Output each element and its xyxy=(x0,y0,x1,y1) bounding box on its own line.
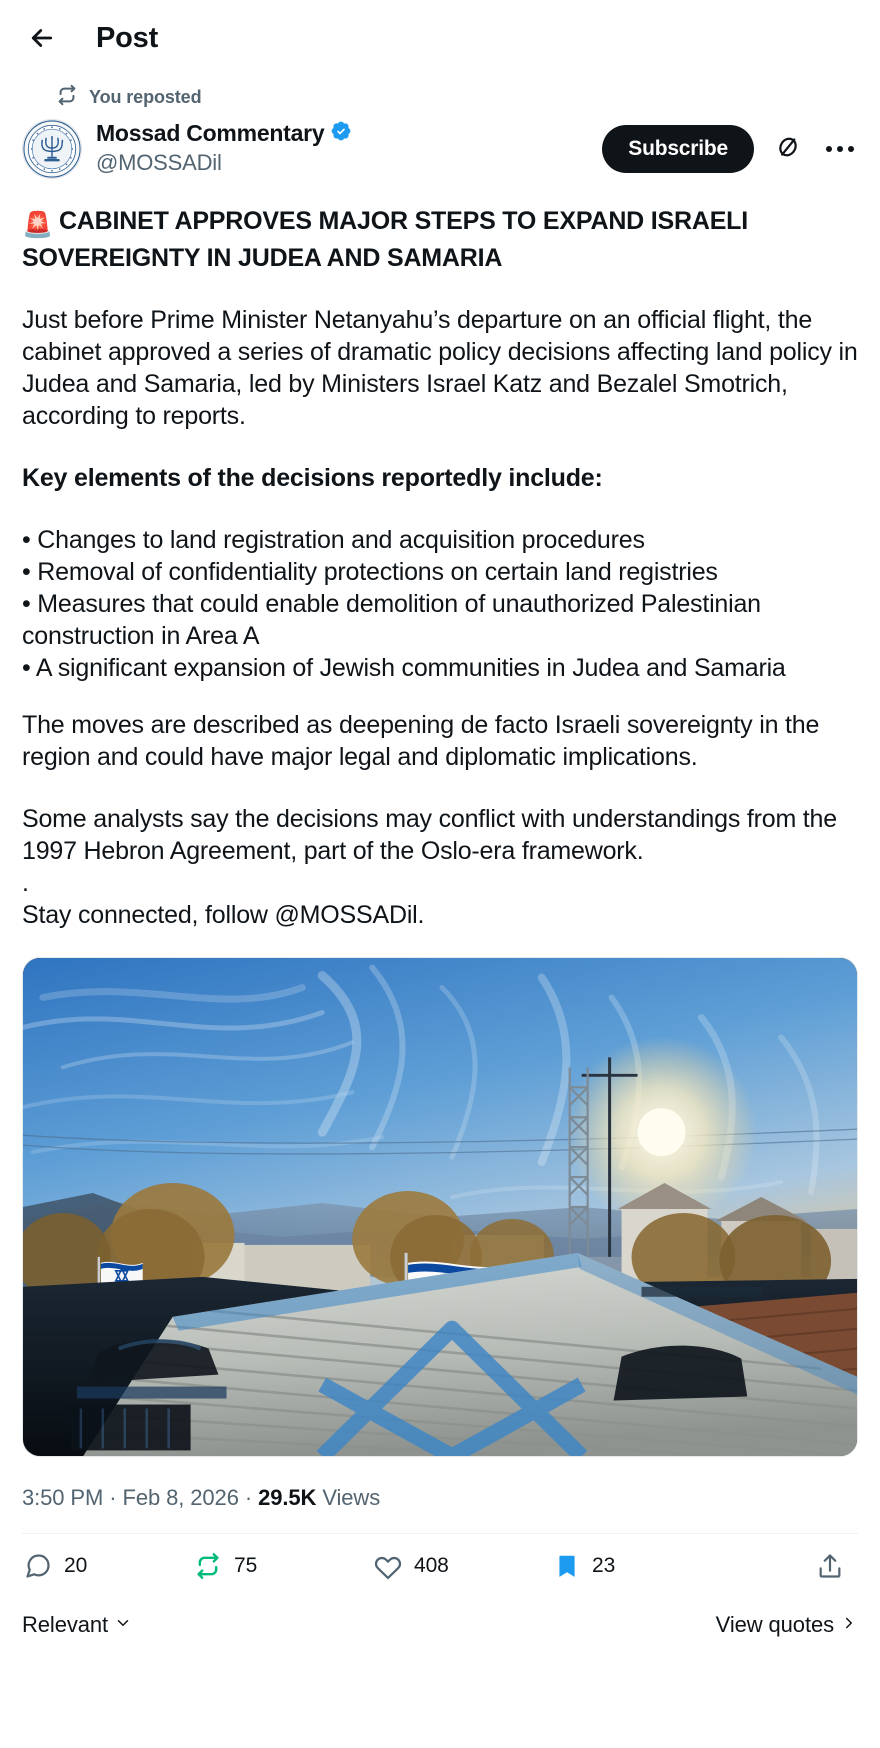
like-count: 408 xyxy=(414,1554,449,1577)
like-button[interactable] xyxy=(374,1552,554,1580)
headline-text: CABINET APPROVES MAJOR STEPS TO EXPAND ISRAELI SOVEREIGNTY IN JUDEA AND SAMARIA xyxy=(22,207,748,272)
bookmark-count: 23 xyxy=(592,1554,616,1577)
views-count: 29.5K xyxy=(258,1485,317,1510)
share-icon xyxy=(816,1552,844,1580)
repost-context xyxy=(0,76,880,117)
tweet-lone-dot: . xyxy=(22,869,29,897)
bookmark-filled-icon xyxy=(554,1553,580,1579)
siren-emoji-icon: 🚨 xyxy=(22,211,53,239)
top-app-bar xyxy=(0,0,880,76)
more-options-button[interactable] xyxy=(822,131,858,167)
view-quotes-label: View quotes xyxy=(715,1612,834,1637)
tweet-text xyxy=(0,179,880,931)
more-options-icon xyxy=(826,146,854,152)
tweet-paragraph-2: The moves are described as deepening de facto Israeli sovereignty in the region and could have major legal and diplomatic implications. xyxy=(22,711,820,771)
tweet-action-bar xyxy=(0,1534,880,1596)
repost-label: You reposted xyxy=(89,87,202,107)
reply-count: 20 xyxy=(64,1554,88,1577)
tweet-paragraph-1: Just before Prime Minister Netanyahu’s departure on an official flight, the cabinet approved a series of dramatic policy decisions affecting land policy in Judea and Samaria, led by Ministers Israel Katz and Bezalel Smotrich, according to reports. xyxy=(22,306,858,430)
repost-button[interactable] xyxy=(194,1552,374,1580)
author-row xyxy=(0,117,880,179)
author-handle[interactable]: @MOSSADil xyxy=(96,149,222,175)
author-name-line[interactable] xyxy=(96,120,588,148)
bullet-item: • Measures that could enable demolition of unauthorized Palestinian construction in Area A xyxy=(22,590,761,650)
heart-icon xyxy=(374,1552,402,1580)
meta-separator: · xyxy=(244,1485,253,1510)
tweet-date: Feb 8, 2026 xyxy=(122,1485,239,1510)
bookmark-button[interactable] xyxy=(554,1553,754,1579)
author-display-name: Mossad Commentary xyxy=(96,120,325,147)
sort-selector[interactable] xyxy=(22,1612,132,1638)
tweet-closing-line: Stay connected, follow @MOSSADil. xyxy=(22,901,425,929)
repost-count: 75 xyxy=(234,1554,258,1577)
tweet-media-image[interactable] xyxy=(22,957,858,1457)
meta-separator: · xyxy=(109,1485,117,1510)
bullet-item: • Changes to land registration and acquisition procedures xyxy=(22,526,645,554)
tweet-time: 3:50 PM xyxy=(22,1485,104,1510)
page-title: Post xyxy=(96,21,159,54)
tweet-key-elements-block xyxy=(22,462,858,494)
subscribe-button[interactable]: Subscribe xyxy=(602,125,754,173)
sort-label: Relevant xyxy=(22,1612,109,1637)
media-illustration xyxy=(23,958,857,1456)
bullet-item: • A significant expansion of Jewish communities in Judea and Samaria xyxy=(22,654,786,682)
views-label: Views xyxy=(322,1485,381,1510)
repost-icon xyxy=(56,84,78,111)
avatar[interactable] xyxy=(22,119,82,179)
grok-actions-icon xyxy=(774,133,802,166)
verified-badge-icon xyxy=(330,120,352,148)
chevron-down-icon xyxy=(114,1612,132,1638)
author-meta xyxy=(96,119,588,177)
reply-icon xyxy=(24,1552,52,1580)
mossad-emblem-avatar-icon xyxy=(23,120,81,178)
tweet-paragraph-3: Some analysts say the decisions may conflict with understandings from the 1997 Hebron Agreement, part of the Oslo-era framework. xyxy=(22,805,837,865)
arrow-left-icon xyxy=(27,23,57,53)
key-elements-heading: Key elements of the decisions reportedly include: xyxy=(22,464,603,492)
back-button[interactable] xyxy=(22,18,62,58)
tweet-meta-line xyxy=(0,1457,880,1533)
tweet-headline xyxy=(22,205,858,274)
view-quotes-link[interactable] xyxy=(716,1612,858,1638)
tweet-footer xyxy=(0,1596,880,1656)
share-button[interactable] xyxy=(816,1552,856,1580)
chevron-right-icon xyxy=(840,1612,858,1638)
grok-actions-button[interactable] xyxy=(770,131,806,167)
author-actions xyxy=(602,119,858,173)
bullet-item: • Removal of confidentiality protections on certain land registries xyxy=(22,558,718,586)
repost-icon xyxy=(194,1552,222,1580)
reply-button[interactable] xyxy=(24,1552,194,1580)
